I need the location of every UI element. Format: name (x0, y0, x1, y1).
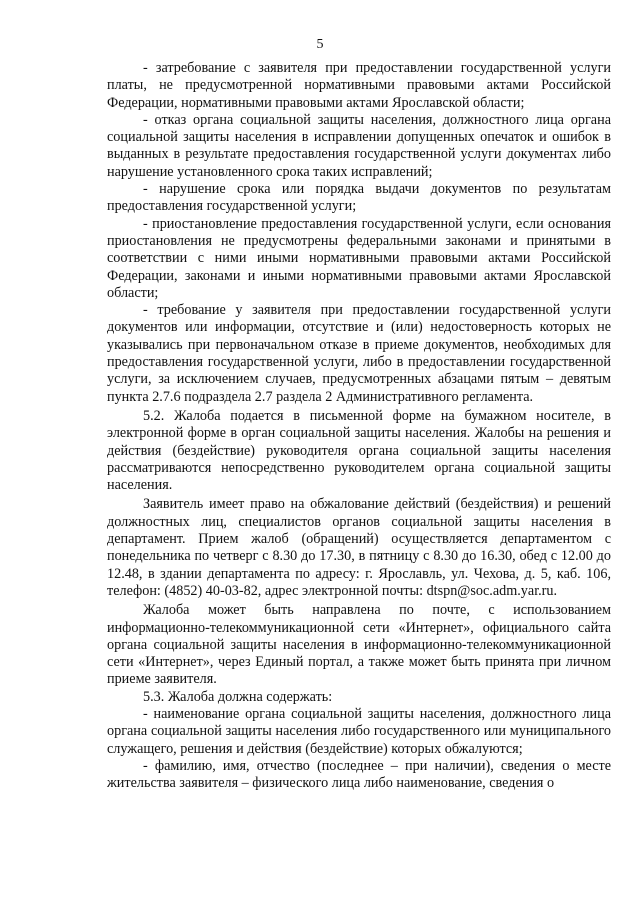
paragraph-correction-refusal: - отказ органа социальной защиты населения, должностного лица органа социальной защиты населения в исправлении допущенных опечаток и ошибок в выданных в результате предоставления государственной услуги документах либо нарушение установленного срока таких исправлений; (107, 111, 611, 180)
paragraph-suspension: - приостановление предоставления государственной услуги, если основания приостановления не предусмотрены федеральными законами и принятыми в соответствии с ними иными нормативными правовыми актами Российской Федерации, законами и иными нормативными правовыми актами Ярославской области; (107, 215, 611, 301)
paragraph-applicant-details: - фамилию, имя, отчество (последнее – при наличии), сведения о месте жительства заявителя – физического лица либо наименование, сведения о (107, 757, 611, 792)
paragraph-issuance-violation: - нарушение срока или порядка выдачи документов по результатам предоставления государственной услуги; (107, 181, 611, 215)
paragraph-authority-name: - наименование органа социальной защиты населения, должностного лица органа социальной защиты населения либо государственного или муниципального служащего, решения и действия (бездействие) которых обжалуются; (107, 705, 611, 757)
paragraph-section-5-3: 5.3. Жалоба должна содержать: (143, 688, 333, 705)
paragraph-fee-demand: - затребование с заявителя при предоставлении государственной услуги платы, не предусмотренной нормативными правовыми актами Российской Федерации, нормативными правовыми актами Ярославской области; (107, 60, 611, 111)
paragraph-section-5-2: 5.2. Жалоба подается в письменной форме на бумажном носителе, в электронной форме в орган социальной защиты населения. Жалобы на решения и действия (бездействие) руководителя органа социальной защиты населения рассматриваются непосредственно руководителем органа социальной защиты населения. (107, 407, 611, 494)
document-body (107, 60, 611, 792)
paragraph-appeal-right: Заявитель имеет право на обжалование действий (бездействия) и решений должностных лиц, специалистов органов социальной защиты населения в департамент. Прием жалоб (обращений) осуществляется департаментом с понедельника по четверг с 8.30 до 17.30, в пятницу с 8.30 до 16.30, обед с 12.00 до 12.48, в здании департамента по адресу: г. Ярославль, ул. Чехова, д. 5, каб. 106, телефон: (4852) 40-03-82, адрес электронной почты: dtspn@soc.adm.yar.ru. (107, 496, 611, 599)
page-number: 5 (316, 37, 324, 52)
paragraph-document-demand: - требование у заявителя при предоставлении государственной услуги документов или информации, отсутствие и (или) недостоверность которых не указывались при первоначальном отказе в приеме документов, необходимых для предоставления государственной услуги, либо в предоставлении государственной услуги, за исключением случаев, предусмотренных абзацами пятым – девятым пункта 2.7.6 подраздела 2.7 раздела 2 Административного регламента. (107, 302, 611, 405)
paragraph-submission-methods: Жалоба может быть направлена по почте, с использованием информационно-телекоммуникационной сети «Интернет», официального сайта органа социальной защиты населения в информационно-телекоммуникационной сети «Интернет», через Единый портал, а также может быть принята при личном приеме заявителя. (107, 602, 611, 688)
